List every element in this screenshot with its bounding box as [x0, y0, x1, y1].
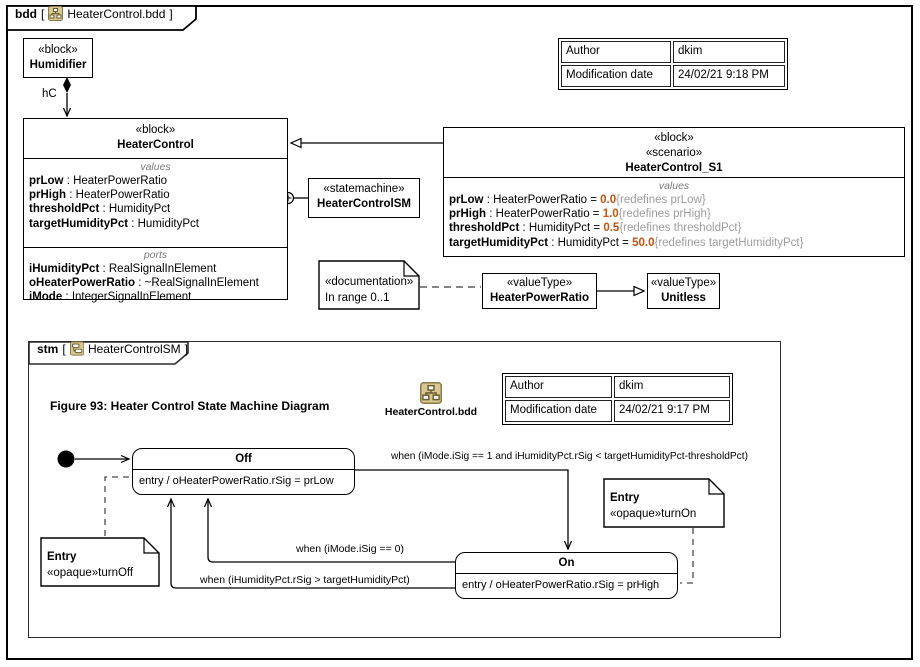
s1-value-row: prHigh : HeaterPowerRatio = 1.0{redefines prHigh}	[449, 208, 711, 221]
moddate-value-cell: 24/02/21 9:17 PM	[614, 400, 730, 422]
stm-tab-bracket-open: [	[62, 341, 66, 356]
unitless-stereotype: «valueType»	[650, 277, 717, 289]
value-property-row: prHigh : HeaterPowerRatio	[29, 189, 170, 202]
s1-value-row: thresholdPct : HumidityPct = 0.5{redefines thresholdPct}	[449, 222, 742, 235]
state-off-name: Off	[235, 453, 252, 465]
statemachine-stereotype: «statemachine»	[323, 183, 405, 195]
valuetype-unitless[interactable]	[647, 273, 720, 309]
stm-tab-bracket-close: ]	[184, 341, 188, 356]
s1-values-compartment	[444, 177, 904, 259]
moddate-label-cell: Modification date	[561, 65, 671, 87]
s1-value-row: targetHumidityPct : HumidityPct = 50.0{redefines targetHumidityPct}	[449, 236, 804, 249]
s1-name: HeaterControl_S1	[625, 162, 723, 174]
humidifier-name: Humidifier	[29, 59, 87, 71]
stm-frame-tab[interactable]	[28, 341, 190, 365]
bdd-tab-bracket-close: ]	[169, 6, 173, 21]
author-value-cell: dkim	[673, 41, 785, 63]
entry-turnon-note[interactable]	[603, 478, 725, 528]
author-value-cell: dkim	[614, 376, 730, 398]
bdd-reference-icon[interactable]	[420, 382, 442, 404]
state-on[interactable]	[455, 552, 678, 599]
moddate-value-cell: 24/02/21 9:18 PM	[673, 65, 785, 87]
bdd-author-table[interactable]	[558, 38, 788, 90]
transition-on-to-off-mode-label: when (iMode.iSig == 0)	[296, 543, 404, 555]
transition-on-to-off-humidity-label: when (iHumidityPct.rSig > targetHumidityPct)	[200, 574, 410, 586]
entry-turnoff-note[interactable]	[40, 537, 160, 587]
author-label-cell: Author	[561, 41, 671, 63]
bdd-reference-label[interactable]: HeaterControl.bdd	[384, 406, 478, 418]
value-property-row: targetHumidityPct : HumidityPct	[29, 217, 199, 230]
s1-stereotype-block: «block»	[654, 132, 694, 144]
transition-off-to-on-label: when (iMode.iSig == 1 and iHumidityPct.rSig < targetHumidityPct-thresholdPct)	[391, 451, 749, 462]
port-row: iHumidityPct : RealSignalInElement	[29, 263, 217, 275]
statemachine-name: HeaterControlSM	[317, 198, 411, 210]
documentation-note[interactable]	[318, 260, 420, 310]
turnon-note-body: «opaque»turnOn	[610, 508, 697, 520]
turnoff-note-body: «opaque»turnOff	[47, 567, 134, 579]
hpr-stereotype: «valueType»	[506, 277, 573, 289]
stm-tab-title: HeaterControlSM	[87, 341, 181, 356]
block-humidifier[interactable]	[23, 38, 93, 78]
port-row: iMode : IntegerSignalInElement	[29, 291, 192, 304]
state-on-name: On	[558, 557, 575, 569]
author-label-cell: Author	[505, 376, 612, 398]
values-compartment-label: values	[140, 161, 171, 173]
bdd-tab-keyword: bdd	[15, 6, 37, 21]
s1-values-compartment-label: values	[658, 180, 690, 192]
hpr-name: HeaterPowerRatio	[489, 292, 590, 304]
state-off-entry: entry / oHeaterPowerRatio.rSig = prLow	[133, 469, 354, 493]
block-statemachine[interactable]	[308, 178, 420, 218]
bdd-frame-tab[interactable]	[6, 5, 198, 31]
stm-author-table[interactable]	[502, 373, 733, 425]
heater-control-stereotype: «block»	[135, 124, 176, 136]
bdd-diagram-icon	[48, 6, 63, 21]
heater-control-name: HeaterControl	[117, 139, 194, 151]
turnoff-note-title: Entry	[47, 551, 77, 563]
stm-diagram-icon	[70, 341, 84, 356]
state-on-entry: entry / oHeaterPowerRatio.rSig = prHigh	[456, 573, 677, 597]
value-property-row: prLow : HeaterPowerRatio	[29, 175, 168, 187]
turnon-note-title: Entry	[610, 492, 640, 504]
block-heater-control-s1[interactable]	[443, 127, 905, 257]
state-off[interactable]	[132, 448, 355, 495]
ports-compartment-label: ports	[143, 249, 168, 261]
bdd-tab-bracket-open: [	[41, 6, 45, 21]
moddate-label-cell: Modification date	[505, 400, 612, 422]
ports-compartment	[24, 247, 287, 305]
valuetype-heater-power-ratio[interactable]	[482, 273, 597, 309]
values-compartment	[24, 158, 287, 247]
port-row: oHeaterPowerRatio : ~RealSignalInElement	[29, 277, 259, 290]
value-property-row: thresholdPct : HumidityPct	[29, 203, 171, 216]
figure-caption: Figure 93: Heater Control State Machine Diagram	[50, 399, 330, 413]
bdd-file-icon	[420, 382, 442, 404]
hc-connector-label: hC	[42, 88, 57, 100]
stm-tab-keyword: stm	[37, 341, 59, 356]
s1-stereotype-scenario: «scenario»	[645, 147, 703, 159]
unitless-name: Unitless	[661, 292, 706, 304]
documentation-text: In range 0..1	[325, 292, 390, 304]
documentation-stereotype: «documentation»	[325, 276, 414, 288]
block-heater-control[interactable]	[23, 118, 288, 304]
bdd-tab-title: HeaterControl.bdd	[67, 6, 166, 21]
humidifier-stereotype: «block»	[38, 44, 78, 56]
s1-value-row: prLow : HeaterPowerRatio = 0.0{redefines prLow}	[449, 194, 706, 206]
